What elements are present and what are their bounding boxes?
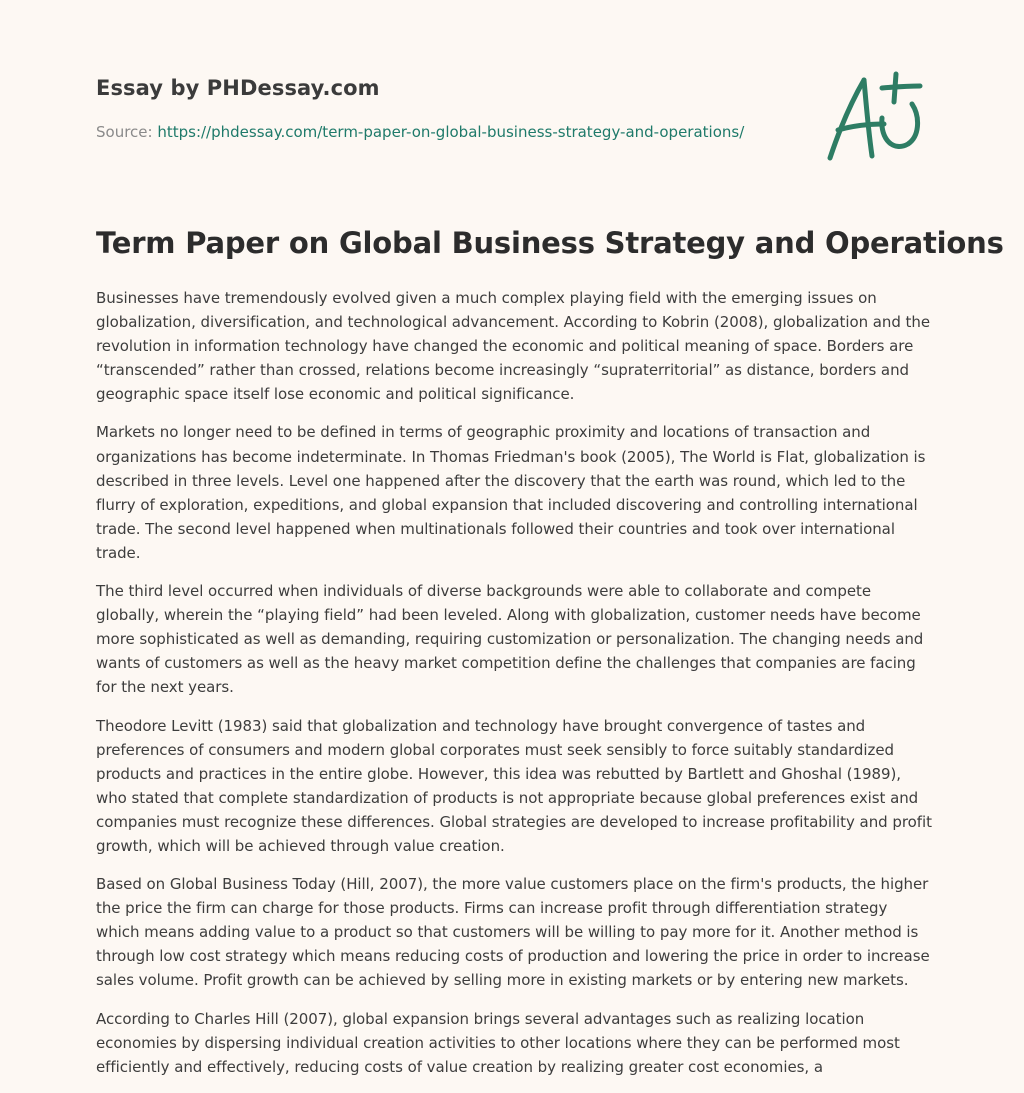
essay-paragraph: Theodore Levitt (1983) said that globalization and technology have brought convergence of tastes and preferences of consumers and modern global corporates must seek sensibly to force suitably standardized products and practices in the entire globe. However, this idea was rebutted by Bartlett and Ghoshal (1989), who stated that complete standardization of products is not appropriate because global preferences exist and companies must recognize these differences. Global strategies are developed to increase profitability and profit growth, which will be achieved through value creation. <box>96 716 932 855</box>
essay-paragraph: Markets no longer need to be defined in terms of geographic proximity and locations of transaction and organizations has become indeterminate. In Thomas Friedman's book (2005), The World is Flat, globalization is described in three levels. Level one happened after the discovery that the earth was round, which led to the flurry of exploration, expeditions, and global expansion that included discovering and controlling international trade. The second level happened when multinationals followed their countries and took over international trade. <box>96 423 926 562</box>
essay-body <box>96 286 932 1093</box>
essay-title: Term Paper on Global Business Strategy and Operations <box>96 226 1004 260</box>
essay-paragraph: Businesses have tremendously evolved given a much complex playing field with the emerging issues on globalization, diversification, and technological advancement. According to Kobrin (2008), globalization and the revolution in information technology have changed the economic and political meaning of space. Borders are “transcended” rather than crossed, relations become increasingly “supraterritorial” as distance, borders and geographic space itself lose economic and political significance. <box>96 289 931 404</box>
source-line <box>96 123 744 141</box>
essay-paragraph: According to Charles Hill (2007), global expansion brings several advantages such as realizing location economies by dispersing individual creation activities to other locations where they can be performed most efficiently and effectively, reducing costs of value creation by realizing greater cost economies, a <box>96 1009 900 1076</box>
source-label: Source: <box>96 123 158 141</box>
essay-paragraph: Based on Global Business Today (Hill, 2007), the more value customers place on the firm's products, the higher the price the firm can charge for those products. Firms can increase profit through differentiation strategy which means adding value to a product so that customers will be willing to pay more for it. Another method is through low cost strategy which means reducing costs of production and lowering the price in order to increase sales volume. Profit growth can be achieved by selling more in existing markets or by entering new markets. <box>96 875 930 990</box>
site-title: Essay by PHDessay.com <box>96 76 380 100</box>
essay-paragraph: The third level occurred when individuals of diverse backgrounds were able to collaborate and compete globally, wherein the “playing field” had been leveled. Along with globalization, customer needs have become more sophisticated as well as demanding, requiring customization or personalization. The changing needs and wants of customers as well as the heavy market competition define the challenges that companies are facing for the next years. <box>96 582 924 697</box>
source-link[interactable]: https://phdessay.com/term-paper-on-global-business-strategy-and-operations/ <box>157 123 745 141</box>
a-plus-logo-icon <box>824 68 928 164</box>
